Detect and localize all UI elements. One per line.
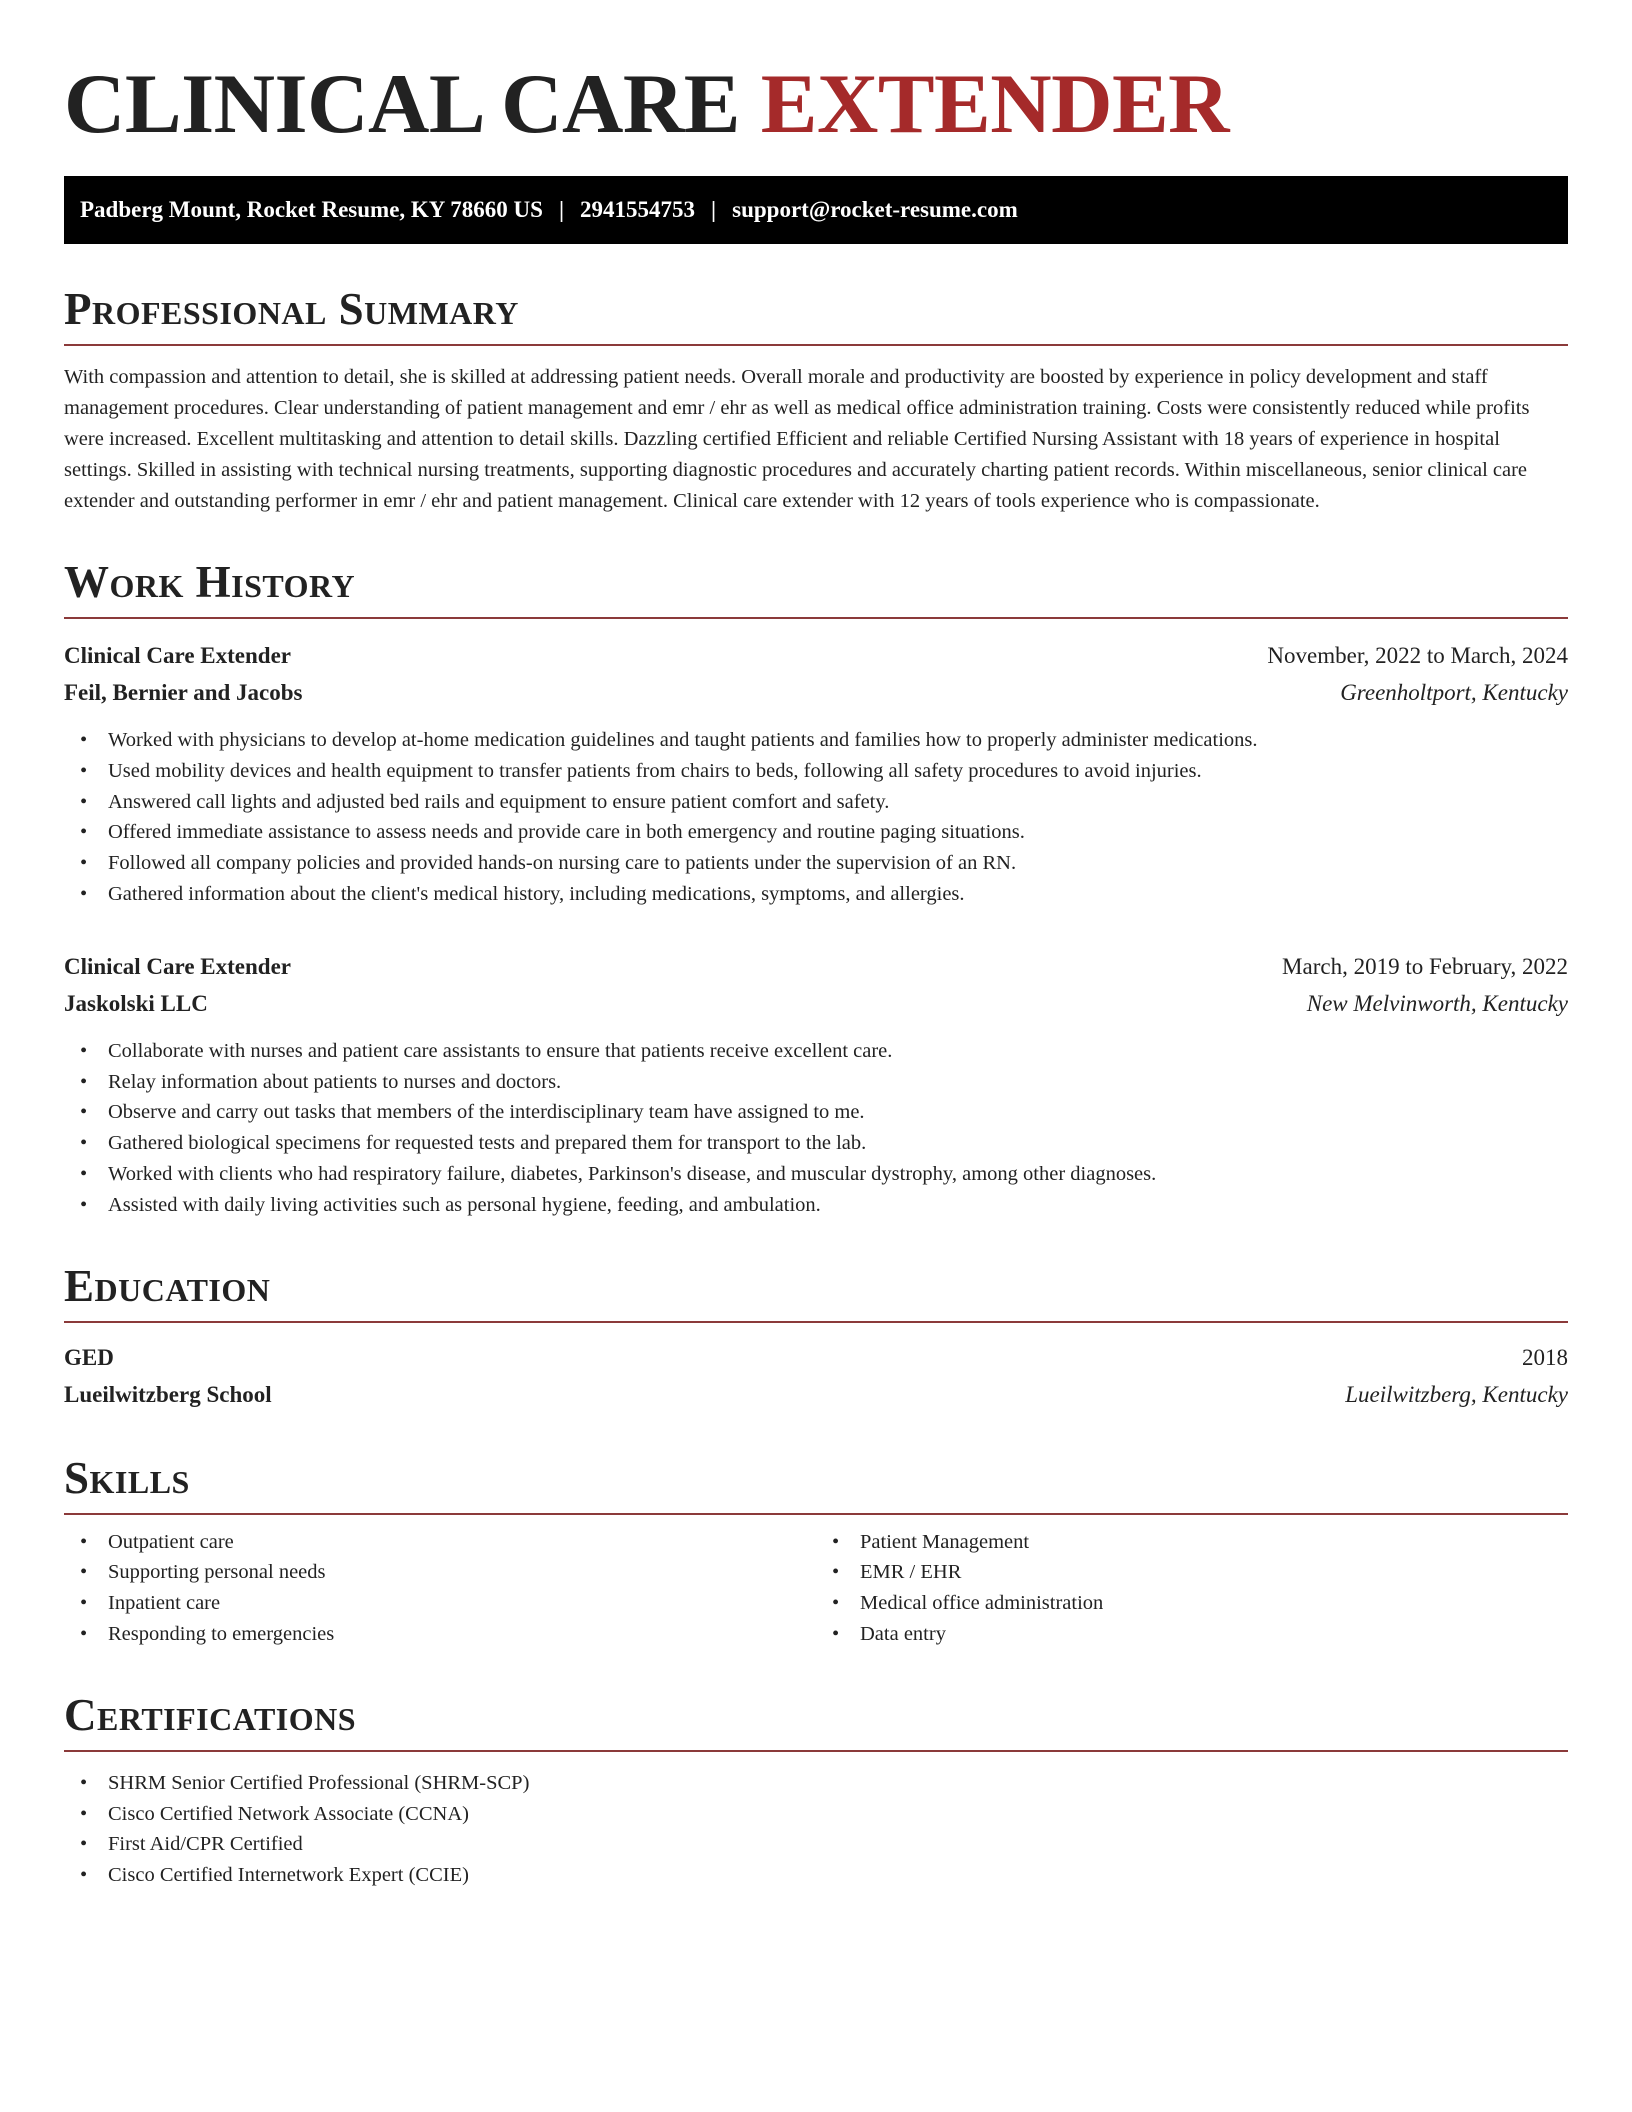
job-header-row: [64, 637, 1568, 674]
summary-section: [64, 284, 1568, 517]
skill-item: • Data entry: [832, 1619, 1568, 1650]
skill-item: • Responding to emergencies: [80, 1619, 816, 1650]
job-role: Clinical Care Extender: [64, 643, 291, 668]
job-company-row: [64, 985, 1568, 1022]
job-duty-item: • Worked with clients who had respiratory failure, diabetes, Parkinson's disease, and muscular dystrophy, among other diagnoses.: [80, 1159, 1568, 1190]
certification-item: • First Aid/CPR Certified: [80, 1829, 1568, 1860]
job-duty-item: • Worked with physicians to develop at-home medication guidelines and taught patients and families how to properly administer medications.: [80, 725, 1568, 756]
job-location: Greenholtport, Kentucky: [1340, 680, 1568, 705]
education-school-row: [64, 1376, 1568, 1413]
work-history-section: [64, 557, 1568, 1221]
job-duties-list: [64, 725, 1568, 910]
job-duty-item: • Offered immediate assistance to assess needs and provide care in both emergency and routine paging situations.: [80, 817, 1568, 848]
contact-email: support@rocket-resume.com: [732, 197, 1018, 222]
skill-item: • Patient Management: [832, 1527, 1568, 1558]
contact-phone: 2941554753: [580, 197, 696, 222]
skills-section: [64, 1453, 1568, 1650]
job-duties-list: [64, 1036, 1568, 1221]
certification-item: • Cisco Certified Internetwork Expert (CCIE): [80, 1860, 1568, 1891]
job-company: Jaskolski LLC: [64, 990, 208, 1016]
summary-paragraph: With compassion and attention to detail, she is skilled at addressing patient needs. Overall morale and productivity are boosted by experience in policy development and staff management procedures. Clear understanding of patient management and emr / ehr as well as medical office administration training. Costs were consistently reduced while profits were increased. Excellent multitasking and attention to detail skills. Dazzling certified Efficient and reliable Certified Nursing Assistant with 18 years of experience in hospital settings. Skilled in assisting with technical nursing treatments, supporting diagnostic procedures and accurately charting patient records. Within miscellaneous, senior clinical care extender and outstanding performer in emr / ehr and patient management. Clinical care extender with 12 years of tools experience who is compassionate.: [64, 366, 1530, 512]
job-location: New Melvinworth, Kentucky: [1306, 990, 1568, 1016]
job-role: Clinical Care Extender: [64, 953, 291, 979]
skill-item: • Supporting personal needs: [80, 1557, 816, 1588]
education-degree: GED: [64, 1344, 114, 1370]
skill-item: • EMR / EHR: [832, 1557, 1568, 1588]
job-duty-item: • Observe and carry out tasks that members of the interdisciplinary team have assigned to me.: [80, 1097, 1568, 1128]
education-location: Lueilwitzberg, Kentucky: [1345, 1381, 1568, 1407]
education-degree-row: [64, 1339, 1568, 1376]
skill-item: • Medical office administration: [832, 1588, 1568, 1619]
job-dates: March, 2019 to February, 2022: [1282, 953, 1568, 979]
section-heading-skills: Skills: [64, 1453, 1568, 1515]
name-first-part: CLINICAL CARE: [64, 57, 761, 151]
job-duty-item: • Gathered information about the client's medical history, including medications, symptoms, and allergies.: [80, 879, 1568, 910]
contact-address: Padberg Mount, Rocket Resume, KY 78660 US: [80, 197, 543, 222]
education-entry: [64, 1339, 1568, 1413]
job-header-row: [64, 948, 1568, 985]
contact-bar: [64, 176, 1568, 244]
section-heading-certifications: Certifications: [64, 1690, 1568, 1752]
certifications-section: [64, 1690, 1568, 1891]
skill-item: • Inpatient care: [80, 1588, 816, 1619]
section-heading-summary: Professional Summary: [64, 284, 1568, 346]
job-duty-item: • Followed all company policies and provided hands-on nursing care to patients under the supervision of an RN.: [80, 848, 1568, 879]
section-heading-education: Education: [64, 1261, 1568, 1323]
resume-name-title: [64, 54, 1568, 154]
skills-grid: [64, 1527, 1568, 1650]
job-company: Feil, Bernier and Jacobs: [64, 680, 303, 705]
job-duty-item: • Collaborate with nurses and patient care assistants to ensure that patients receive excellent care.: [80, 1036, 1568, 1067]
job-dates: November, 2022 to March, 2024: [1267, 643, 1568, 668]
skills-list-left: [64, 1527, 816, 1650]
certification-item: • SHRM Senior Certified Professional (SHRM-SCP): [80, 1768, 1568, 1799]
name-last-part: EXTENDER: [760, 57, 1230, 151]
section-heading-work-history: Work History: [64, 557, 1568, 619]
job-duty-item: • Used mobility devices and health equipment to transfer patients from chairs to beds, following all safety procedures to avoid injuries.: [80, 756, 1568, 787]
job-entry: [64, 637, 1568, 910]
job-company-row: [64, 674, 1568, 711]
certifications-list: [64, 1768, 1568, 1891]
job-entry: [64, 948, 1568, 1221]
education-school: Lueilwitzberg School: [64, 1381, 272, 1407]
job-duty-item: • Relay information about patients to nurses and doctors.: [80, 1067, 1568, 1098]
education-year: 2018: [1522, 1344, 1568, 1370]
education-section: [64, 1261, 1568, 1413]
skill-item: • Outpatient care: [80, 1527, 816, 1558]
job-duty-item: • Answered call lights and adjusted bed rails and equipment to ensure patient comfort and safety.: [80, 787, 1568, 818]
skills-list-right: [816, 1527, 1568, 1650]
certification-item: • Cisco Certified Network Associate (CCNA): [80, 1799, 1568, 1830]
job-duty-item: • Gathered biological specimens for requested tests and prepared them for transport to the lab.: [80, 1128, 1568, 1159]
contact-separator: |: [558, 197, 565, 222]
job-duty-item: • Assisted with daily living activities such as personal hygiene, feeding, and ambulation.: [80, 1190, 1568, 1221]
contact-separator: |: [711, 197, 717, 222]
